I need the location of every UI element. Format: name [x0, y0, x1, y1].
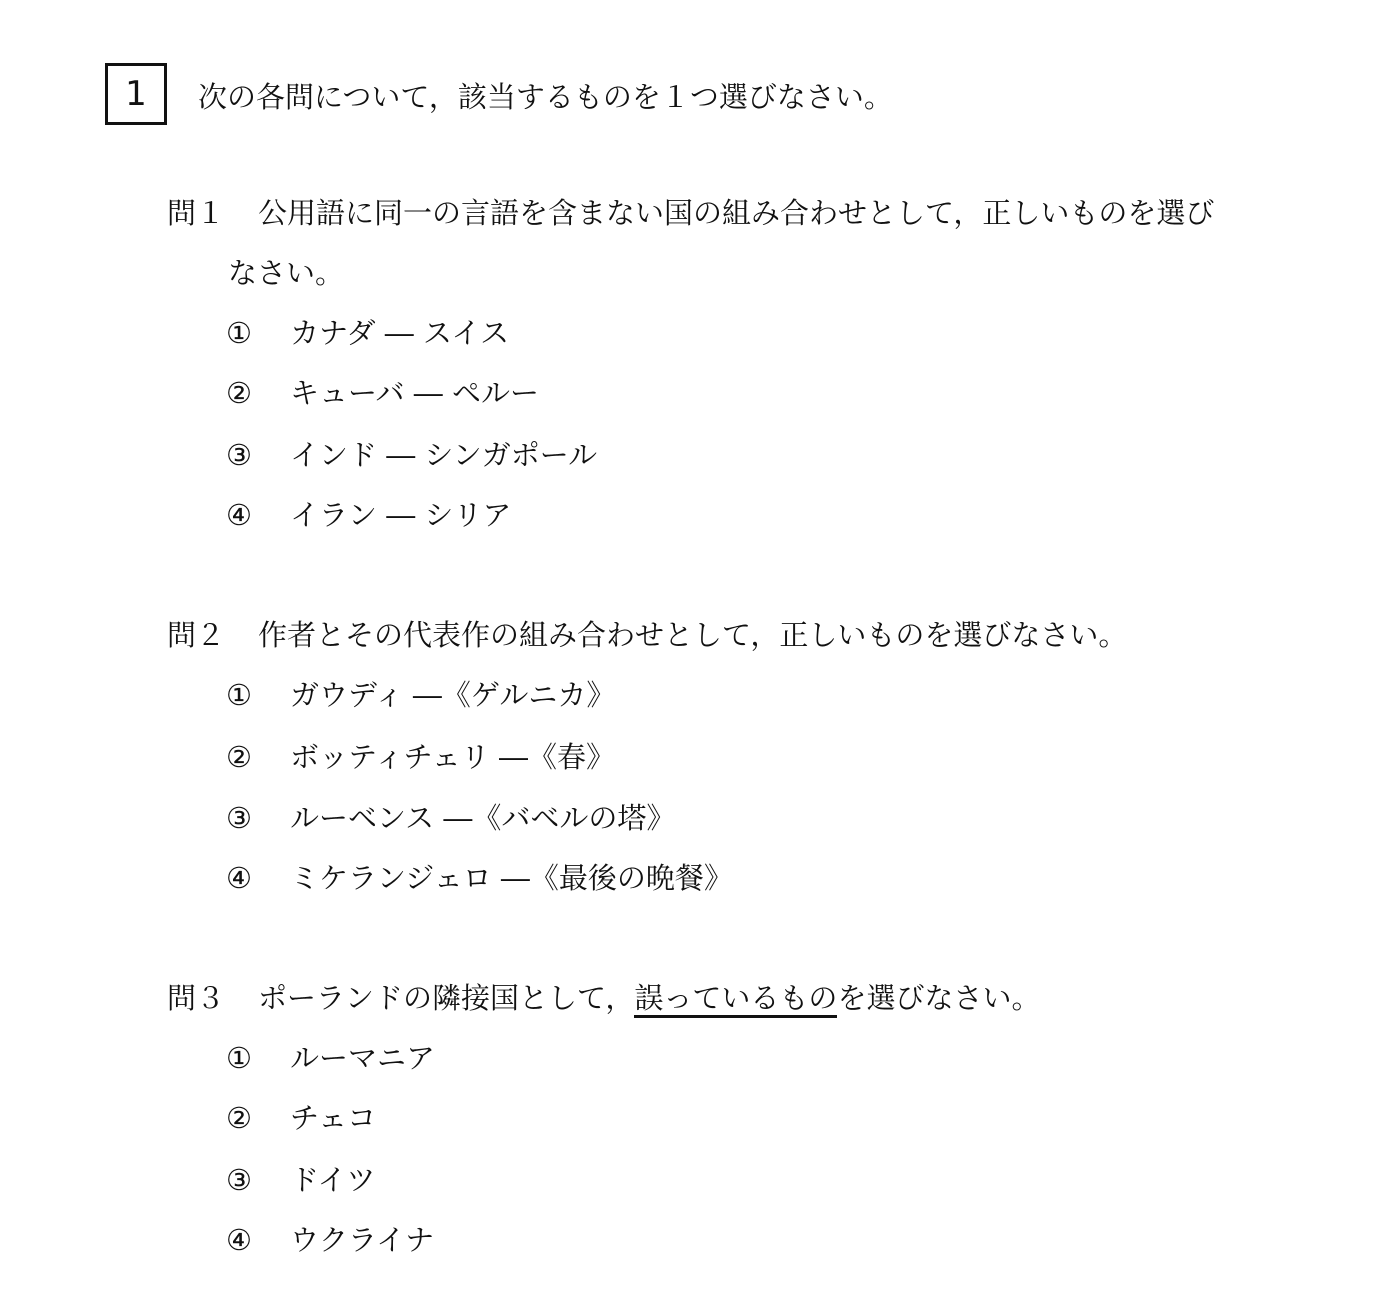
q1-option-3: インド ― シンガポール [290, 438, 598, 472]
question-3-text-after: を選びなさい。 [837, 981, 1041, 1015]
q3-option-2: チェコ [290, 1101, 377, 1135]
q1-option-4-num: ④ [226, 498, 252, 532]
q3-option-1: ルーマニア [290, 1041, 436, 1075]
q2-option-3: ルーベンス ―《バベルの塔》 [290, 801, 676, 835]
q1-option-2-num: ② [226, 376, 252, 410]
question-2-text: 作者とその代表作の組み合わせとして，正しいものを選びなさい。 [258, 618, 1128, 652]
q2-option-1: ガウディ ―《ゲルニカ》 [290, 678, 616, 712]
question-1-text-cont: なさい。 [228, 256, 345, 290]
section-number-box: 1 [105, 63, 167, 125]
q2-option-2: ボッティチェリ ―《春》 [290, 740, 616, 774]
q1-option-1: カナダ ― スイス [290, 316, 510, 350]
q1-option-1-num: ① [226, 316, 252, 350]
q3-option-1-num: ① [226, 1041, 252, 1075]
question-3-label: 問３ [167, 981, 226, 1015]
q3-option-4-num: ④ [226, 1223, 252, 1257]
q3-option-3-num: ③ [226, 1163, 252, 1197]
q2-option-3-num: ③ [226, 801, 252, 835]
question-1-label: 問１ [167, 196, 226, 230]
q2-option-1-num: ① [226, 678, 252, 712]
section-instruction: 次の各問について，該当するものを１つ選びなさい。 [198, 80, 893, 114]
question-1-text: 公用語に同一の言語を含まない国の組み合わせとして，正しいものを選び [258, 196, 1215, 230]
q1-option-2: キューバ ― ペルー [290, 376, 539, 410]
question-3-underlined: 誤っているもの [634, 981, 837, 1018]
q2-option-4: ミケランジェロ ―《最後の晩餐》 [290, 861, 733, 895]
question-3-text [258, 978, 1040, 1018]
q3-option-4: ウクライナ [290, 1223, 435, 1257]
q3-option-2-num: ② [226, 1101, 252, 1135]
q2-option-4-num: ④ [226, 861, 252, 895]
q3-option-3: ドイツ [290, 1163, 376, 1197]
q1-option-3-num: ③ [226, 438, 252, 472]
question-3-text-before: ポーランドの隣接国として， [258, 981, 635, 1015]
question-2-label: 問２ [167, 618, 226, 652]
q2-option-2-num: ② [226, 740, 252, 774]
q1-option-4: イラン ― シリア [290, 498, 512, 532]
